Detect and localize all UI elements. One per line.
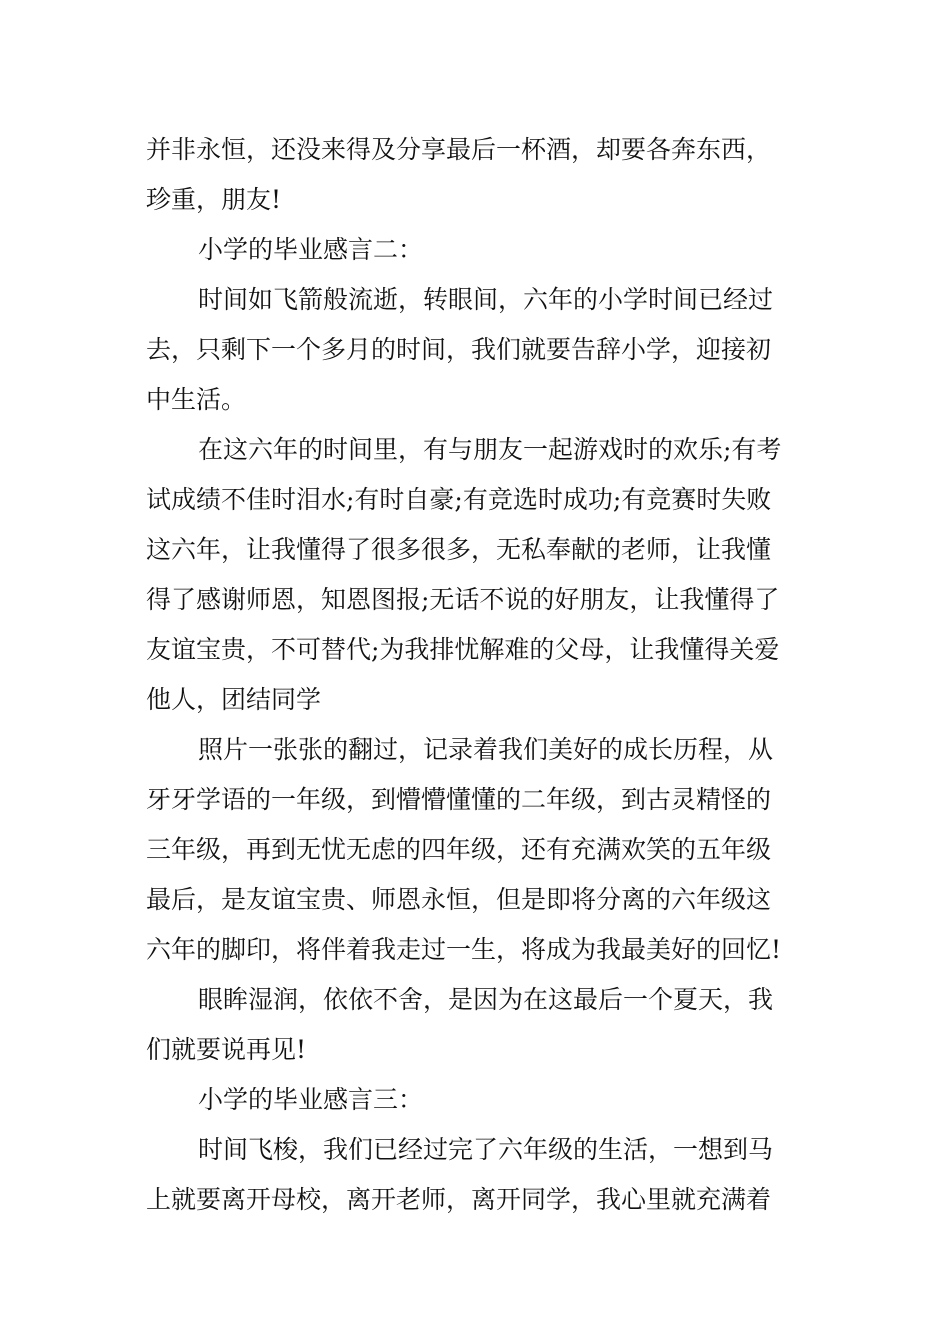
text-line: 得了感谢师恩，知恩图报;无话不说的好朋友，让我懂得了 (146, 585, 780, 614)
text-line: 们就要说再见! (146, 1035, 307, 1064)
text-line: 这六年，让我懂得了很多很多，无私奉献的老师，让我懂 (146, 535, 772, 564)
text-line: 牙牙学语的一年级，到懵懵懂懂的二年级，到古灵精怪的 (146, 785, 772, 814)
text-line: 上就要离开母校，离开老师，离开同学，我心里就充满着 (146, 1185, 772, 1214)
text-line: 珍重，朋友! (146, 185, 282, 214)
section-heading: 小学的毕业感言三： (198, 1085, 424, 1114)
text-line: 六年的脚印，将伴着我走过一生，将成为我最美好的回忆! (146, 935, 782, 964)
text-line: 时间飞梭，我们已经过完了六年级的生活，一想到马 (198, 1135, 774, 1164)
section-heading: 小学的毕业感言二： (198, 235, 424, 264)
text-line: 友谊宝贵，不可替代;为我排忧解难的父母，让我懂得关爱 (146, 635, 780, 664)
text-line: 时间如飞箭般流逝，转眼间，六年的小学时间已经过 (198, 285, 774, 314)
text-line: 试成绩不佳时泪水;有时自豪;有竞选时成功;有竞赛时失败 (146, 485, 772, 514)
text-line: 中生活。 (146, 385, 247, 414)
text-line: 照片一张张的翻过，记录着我们美好的成长历程，从 (198, 735, 774, 764)
text-line: 并非永恒，还没来得及分享最后一杯酒，却要各奔东西， (146, 135, 772, 164)
text-line: 最后，是友谊宝贵、师恩永恒，但是即将分离的六年级这 (146, 885, 772, 914)
text-line: 三年级，再到无忧无虑的四年级，还有充满欢笑的五年级 (146, 835, 772, 864)
text-line: 在这六年的时间里，有与朋友一起游戏时的欢乐;有考 (198, 435, 782, 464)
text-line: 他人，团结同学 (146, 685, 322, 714)
text-line: 去，只剩下一个多月的时间，我们就要告辞小学，迎接初 (146, 335, 772, 364)
text-line: 眼眸湿润，依依不舍，是因为在这最后一个夏天，我 (198, 985, 774, 1014)
